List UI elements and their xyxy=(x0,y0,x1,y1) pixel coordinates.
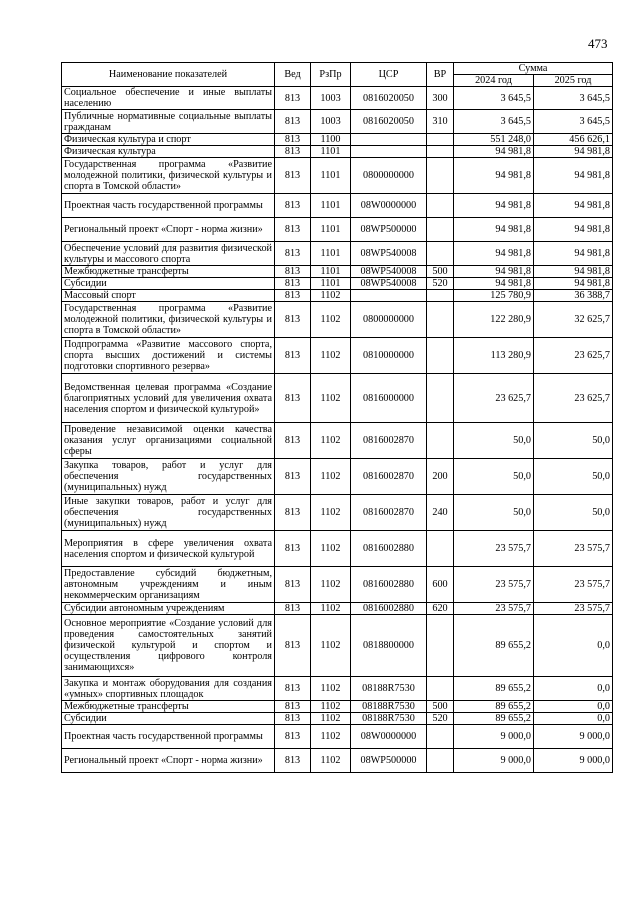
cell-vr: 300 xyxy=(427,87,454,110)
cell-rzpr: 1101 xyxy=(311,278,351,290)
cell-name: Социальное обеспечение и иные выплаты населению xyxy=(62,87,275,110)
cell-name: Подпрограмма «Развитие массового спорта, спорта высших достижений и системы подготовки спортивного резерва» xyxy=(62,338,275,374)
cell-name: Иные закупки товаров, работ и услуг для обеспечения государственных (муниципальных) нужд xyxy=(62,495,275,531)
table-row xyxy=(62,374,613,423)
cell-name: Физическая культура и спорт xyxy=(62,134,275,146)
cell-ved: 813 xyxy=(275,266,311,278)
table-row xyxy=(62,749,613,773)
table-row xyxy=(62,531,613,567)
cell-y2024: 122 280,9 xyxy=(454,302,534,338)
table-row xyxy=(62,218,613,242)
header-rzpr: РзПр xyxy=(311,63,351,87)
cell-y2024: 89 655,2 xyxy=(454,713,534,725)
cell-ved: 813 xyxy=(275,158,311,194)
cell-y2025: 94 981,8 xyxy=(534,146,613,158)
cell-y2025: 0,0 xyxy=(534,615,613,677)
cell-y2025: 23 575,7 xyxy=(534,531,613,567)
table-row xyxy=(62,110,613,134)
cell-ved: 813 xyxy=(275,749,311,773)
cell-rzpr: 1102 xyxy=(311,567,351,603)
cell-y2024: 50,0 xyxy=(454,423,534,459)
cell-y2025: 23 625,7 xyxy=(534,374,613,423)
table-header xyxy=(62,63,613,87)
cell-rzpr: 1102 xyxy=(311,603,351,615)
cell-y2024: 50,0 xyxy=(454,459,534,495)
cell-csr: 08WP500000 xyxy=(351,749,427,773)
cell-name: Субсидии автономным учреждениям xyxy=(62,603,275,615)
cell-rzpr: 1101 xyxy=(311,194,351,218)
cell-csr: 0816020050 xyxy=(351,87,427,110)
cell-vr xyxy=(427,290,454,302)
cell-name: Межбюджетные трансферты xyxy=(62,701,275,713)
cell-y2024: 23 625,7 xyxy=(454,374,534,423)
cell-rzpr: 1101 xyxy=(311,266,351,278)
cell-ved: 813 xyxy=(275,701,311,713)
cell-vr: 520 xyxy=(427,278,454,290)
table-row xyxy=(62,266,613,278)
cell-y2025: 9 000,0 xyxy=(534,725,613,749)
cell-y2024: 125 780,9 xyxy=(454,290,534,302)
table-row xyxy=(62,423,613,459)
cell-vr xyxy=(427,531,454,567)
cell-csr: 0816020050 xyxy=(351,110,427,134)
cell-rzpr: 1102 xyxy=(311,338,351,374)
cell-rzpr: 1102 xyxy=(311,713,351,725)
cell-name: Обеспечение условий для развития физической культуры и массового спорта xyxy=(62,242,275,266)
cell-ved: 813 xyxy=(275,603,311,615)
cell-vr xyxy=(427,677,454,701)
cell-name: Проектная часть государственной программы xyxy=(62,194,275,218)
cell-ved: 813 xyxy=(275,459,311,495)
cell-y2025: 94 981,8 xyxy=(534,218,613,242)
cell-name: Субсидии xyxy=(62,278,275,290)
cell-name: Региональный проект «Спорт - норма жизни» xyxy=(62,749,275,773)
header-2025: 2025 год xyxy=(534,75,613,87)
cell-y2024: 9 000,0 xyxy=(454,749,534,773)
cell-ved: 813 xyxy=(275,134,311,146)
cell-y2025: 50,0 xyxy=(534,423,613,459)
cell-name: Проведение независимой оценки качества оказания услуг организациями социальной сферы xyxy=(62,423,275,459)
table-row xyxy=(62,725,613,749)
cell-vr: 310 xyxy=(427,110,454,134)
cell-y2025: 23 575,7 xyxy=(534,603,613,615)
cell-vr: 520 xyxy=(427,713,454,725)
cell-y2025: 456 626,1 xyxy=(534,134,613,146)
cell-y2025: 23 625,7 xyxy=(534,338,613,374)
cell-rzpr: 1102 xyxy=(311,677,351,701)
cell-rzpr: 1102 xyxy=(311,701,351,713)
cell-y2024: 89 655,2 xyxy=(454,615,534,677)
cell-csr: 0816002880 xyxy=(351,603,427,615)
cell-y2025: 50,0 xyxy=(534,495,613,531)
cell-name: Закупка товаров, работ и услуг для обеспечения государственных (муниципальных) нужд xyxy=(62,459,275,495)
cell-csr: 0816002870 xyxy=(351,423,427,459)
cell-y2025: 3 645,5 xyxy=(534,87,613,110)
cell-y2025: 0,0 xyxy=(534,701,613,713)
cell-ved: 813 xyxy=(275,278,311,290)
cell-y2024: 3 645,5 xyxy=(454,87,534,110)
cell-y2024: 23 575,7 xyxy=(454,567,534,603)
cell-rzpr: 1102 xyxy=(311,725,351,749)
table-row xyxy=(62,615,613,677)
cell-y2024: 9 000,0 xyxy=(454,725,534,749)
cell-csr: 0800000000 xyxy=(351,158,427,194)
table-row xyxy=(62,242,613,266)
cell-name: Государственная программа «Развитие молодежной политики, физической культуры и спорта в Томской области» xyxy=(62,302,275,338)
cell-ved: 813 xyxy=(275,531,311,567)
cell-csr: 0816002880 xyxy=(351,531,427,567)
cell-csr xyxy=(351,134,427,146)
cell-y2025: 50,0 xyxy=(534,459,613,495)
cell-y2025: 32 625,7 xyxy=(534,302,613,338)
cell-y2025: 94 981,8 xyxy=(534,158,613,194)
cell-y2024: 94 981,8 xyxy=(454,146,534,158)
cell-ved: 813 xyxy=(275,374,311,423)
cell-y2024: 94 981,8 xyxy=(454,158,534,194)
table-body xyxy=(62,87,613,773)
cell-y2025: 9 000,0 xyxy=(534,749,613,773)
cell-y2025: 3 645,5 xyxy=(534,110,613,134)
header-vr: ВР xyxy=(427,63,454,87)
cell-csr: 08188R7530 xyxy=(351,701,427,713)
cell-y2024: 3 645,5 xyxy=(454,110,534,134)
table-row xyxy=(62,194,613,218)
cell-csr: 0816000000 xyxy=(351,374,427,423)
cell-rzpr: 1102 xyxy=(311,459,351,495)
cell-rzpr: 1102 xyxy=(311,302,351,338)
cell-csr: 0818800000 xyxy=(351,615,427,677)
cell-name: Государственная программа «Развитие молодежной политики, физической культуры и спорта в Томской области» xyxy=(62,158,275,194)
cell-rzpr: 1102 xyxy=(311,495,351,531)
header-name: Наименование показателей xyxy=(62,63,275,87)
table-row xyxy=(62,713,613,725)
cell-vr xyxy=(427,374,454,423)
cell-csr: 0810000000 xyxy=(351,338,427,374)
header-2024: 2024 год xyxy=(454,75,534,87)
cell-ved: 813 xyxy=(275,615,311,677)
cell-rzpr: 1101 xyxy=(311,242,351,266)
cell-csr: 08WP540008 xyxy=(351,278,427,290)
cell-name: Публичные нормативные социальные выплаты гражданам xyxy=(62,110,275,134)
cell-vr xyxy=(427,749,454,773)
cell-csr: 08WP540008 xyxy=(351,242,427,266)
cell-csr: 0800000000 xyxy=(351,302,427,338)
cell-csr: 08WP500000 xyxy=(351,218,427,242)
cell-rzpr: 1101 xyxy=(311,218,351,242)
cell-csr: 08188R7530 xyxy=(351,677,427,701)
cell-ved: 813 xyxy=(275,87,311,110)
cell-vr xyxy=(427,302,454,338)
cell-y2024: 94 981,8 xyxy=(454,218,534,242)
cell-y2024: 50,0 xyxy=(454,495,534,531)
table-row xyxy=(62,603,613,615)
cell-y2024: 23 575,7 xyxy=(454,603,534,615)
cell-vr xyxy=(427,725,454,749)
cell-rzpr: 1102 xyxy=(311,749,351,773)
cell-vr: 620 xyxy=(427,603,454,615)
cell-y2025: 23 575,7 xyxy=(534,567,613,603)
cell-vr: 240 xyxy=(427,495,454,531)
cell-ved: 813 xyxy=(275,194,311,218)
cell-rzpr: 1003 xyxy=(311,87,351,110)
cell-ved: 813 xyxy=(275,110,311,134)
cell-rzpr: 1102 xyxy=(311,290,351,302)
cell-name: Основное мероприятие «Создание условий для проведения самостоятельных занятий физической культурой и спортом и осуществления цифрового контроля занимающихся» xyxy=(62,615,275,677)
cell-ved: 813 xyxy=(275,713,311,725)
cell-y2025: 94 981,8 xyxy=(534,278,613,290)
cell-y2024: 113 280,9 xyxy=(454,338,534,374)
cell-y2025: 94 981,8 xyxy=(534,242,613,266)
header-ved: Вед xyxy=(275,63,311,87)
cell-vr: 200 xyxy=(427,459,454,495)
cell-rzpr: 1102 xyxy=(311,423,351,459)
cell-y2025: 94 981,8 xyxy=(534,266,613,278)
cell-rzpr: 1102 xyxy=(311,531,351,567)
cell-y2024: 94 981,8 xyxy=(454,266,534,278)
cell-vr xyxy=(427,242,454,266)
cell-csr: 0816002870 xyxy=(351,459,427,495)
cell-csr: 08WP540008 xyxy=(351,266,427,278)
table-row xyxy=(62,158,613,194)
cell-vr xyxy=(427,158,454,194)
table-row xyxy=(62,146,613,158)
cell-vr: 500 xyxy=(427,701,454,713)
cell-rzpr: 1101 xyxy=(311,158,351,194)
cell-vr xyxy=(427,615,454,677)
cell-y2024: 94 981,8 xyxy=(454,278,534,290)
cell-csr: 08188R7530 xyxy=(351,713,427,725)
cell-vr xyxy=(427,338,454,374)
table-row xyxy=(62,278,613,290)
cell-vr xyxy=(427,218,454,242)
table-row xyxy=(62,87,613,110)
cell-y2024: 89 655,2 xyxy=(454,701,534,713)
table-row xyxy=(62,290,613,302)
cell-vr xyxy=(427,423,454,459)
cell-rzpr: 1102 xyxy=(311,615,351,677)
cell-ved: 813 xyxy=(275,338,311,374)
cell-y2024: 23 575,7 xyxy=(454,531,534,567)
table-row xyxy=(62,338,613,374)
cell-y2025: 94 981,8 xyxy=(534,194,613,218)
cell-ved: 813 xyxy=(275,146,311,158)
cell-ved: 813 xyxy=(275,567,311,603)
cell-vr: 500 xyxy=(427,266,454,278)
cell-y2025: 0,0 xyxy=(534,677,613,701)
cell-ved: 813 xyxy=(275,302,311,338)
cell-name: Проектная часть государственной программы xyxy=(62,725,275,749)
cell-ved: 813 xyxy=(275,242,311,266)
cell-ved: 813 xyxy=(275,218,311,242)
cell-name: Ведомственная целевая программа «Создание благоприятных условий для увеличения охвата населения спортом и физической культурой» xyxy=(62,374,275,423)
cell-vr xyxy=(427,194,454,218)
header-row xyxy=(62,63,613,75)
cell-csr: 08W0000000 xyxy=(351,725,427,749)
cell-y2025: 36 388,7 xyxy=(534,290,613,302)
cell-csr xyxy=(351,146,427,158)
cell-y2024: 551 248,0 xyxy=(454,134,534,146)
table-row xyxy=(62,459,613,495)
cell-rzpr: 1003 xyxy=(311,110,351,134)
cell-name: Межбюджетные трансферты xyxy=(62,266,275,278)
cell-csr: 0816002880 xyxy=(351,567,427,603)
table-row xyxy=(62,677,613,701)
cell-ved: 813 xyxy=(275,290,311,302)
page-number: 473 xyxy=(588,36,608,51)
cell-csr: 0816002870 xyxy=(351,495,427,531)
cell-name: Физическая культура xyxy=(62,146,275,158)
cell-y2025: 0,0 xyxy=(534,713,613,725)
cell-name: Региональный проект «Спорт - норма жизни» xyxy=(62,218,275,242)
cell-name: Закупка и монтаж оборудования для создания «умных» спортивных площадок xyxy=(62,677,275,701)
cell-vr: 600 xyxy=(427,567,454,603)
budget-table xyxy=(61,62,613,773)
cell-rzpr: 1100 xyxy=(311,134,351,146)
cell-ved: 813 xyxy=(275,725,311,749)
cell-vr xyxy=(427,134,454,146)
table-row xyxy=(62,701,613,713)
cell-name: Субсидии xyxy=(62,713,275,725)
header-sum: Сумма xyxy=(454,63,613,75)
cell-name: Предоставление субсидий бюджетным, автономным учреждениям и иным некоммерческим организациям xyxy=(62,567,275,603)
cell-rzpr: 1102 xyxy=(311,374,351,423)
cell-y2024: 94 981,8 xyxy=(454,194,534,218)
cell-y2024: 89 655,2 xyxy=(454,677,534,701)
cell-name: Массовый спорт xyxy=(62,290,275,302)
cell-vr xyxy=(427,146,454,158)
cell-ved: 813 xyxy=(275,423,311,459)
header-csr: ЦСР xyxy=(351,63,427,87)
table-row xyxy=(62,495,613,531)
table-row xyxy=(62,567,613,603)
table-row xyxy=(62,134,613,146)
cell-ved: 813 xyxy=(275,677,311,701)
cell-y2024: 94 981,8 xyxy=(454,242,534,266)
cell-rzpr: 1101 xyxy=(311,146,351,158)
cell-ved: 813 xyxy=(275,495,311,531)
table-row xyxy=(62,302,613,338)
cell-name: Мероприятия в сфере увеличения охвата населения спортом и физической культурой xyxy=(62,531,275,567)
cell-csr: 08W0000000 xyxy=(351,194,427,218)
cell-csr xyxy=(351,290,427,302)
